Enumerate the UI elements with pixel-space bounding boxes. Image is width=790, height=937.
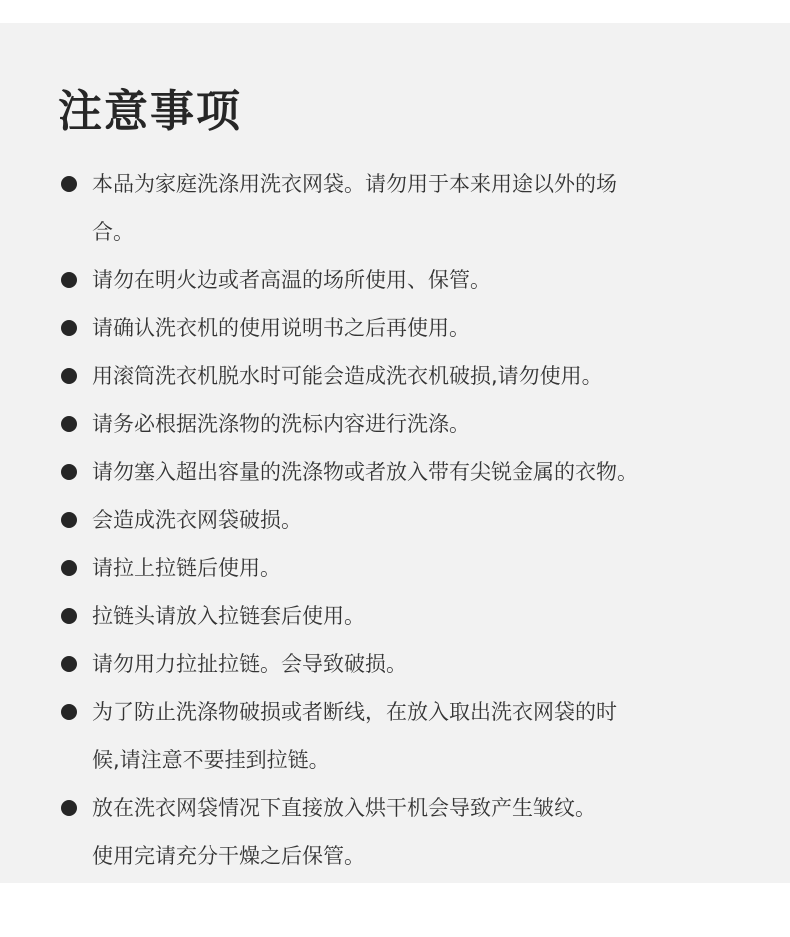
item-text: 用滚筒洗衣机脱水时可能会造成洗衣机破损,请勿使用。 [92,364,603,388]
bullet-dot-icon [61,272,77,288]
item-text: 放在洗衣网袋情况下直接放入烘干机会导致产生皱纹。 [92,796,596,820]
bullet-dot-icon [61,464,77,480]
list-item [58,592,748,640]
item-text: 请拉上拉链后使用。 [92,556,281,580]
bullet-dot-icon [61,704,77,720]
list-item [58,256,748,304]
list-item [58,304,748,352]
bullet-dot-icon [61,368,77,384]
list-item [58,640,748,688]
item-text: 本品为家庭洗涤用洗衣网袋。请勿用于本来用途以外的场 [92,172,617,196]
page-title: 注意事项 [58,86,242,137]
item-text-continued: 使用完请充分干燥之后保管。 [92,844,365,868]
list-item [58,448,748,496]
bullet-dot-icon [61,320,77,336]
list-item [58,400,748,448]
item-text: 请勿塞入超出容量的洗涤物或者放入带有尖锐金属的衣物。 [92,460,638,484]
item-text: 为了防止洗涤物破损或者断线，在放入取出洗衣网袋的时 [92,700,617,724]
list-item [58,160,748,256]
bullet-dot-icon [61,512,77,528]
item-text-continued: 候,请注意不要挂到拉链。 [92,748,330,772]
bullet-dot-icon [61,608,77,624]
notice-list [58,160,748,880]
item-text: 请勿在明火边或者高温的场所使用、保管。 [92,268,491,292]
item-text: 请务必根据洗涤物的洗标内容进行洗涤。 [92,412,470,436]
item-text-continued: 合。 [92,220,134,244]
item-text: 请确认洗衣机的使用说明书之后再使用。 [92,316,470,340]
item-text: 会造成洗衣网袋破损。 [92,508,302,532]
bullet-dot-icon [61,176,77,192]
bullet-dot-icon [61,416,77,432]
bullet-dot-icon [61,560,77,576]
list-item [58,784,748,880]
notice-panel [0,23,790,883]
list-item [58,544,748,592]
bullet-dot-icon [61,800,77,816]
item-text: 拉链头请放入拉链套后使用。 [92,604,365,628]
item-text: 请勿用力拉扯拉链。会导致破损。 [92,652,407,676]
bullet-dot-icon [61,656,77,672]
list-item [58,496,748,544]
list-item [58,688,748,784]
list-item [58,352,748,400]
